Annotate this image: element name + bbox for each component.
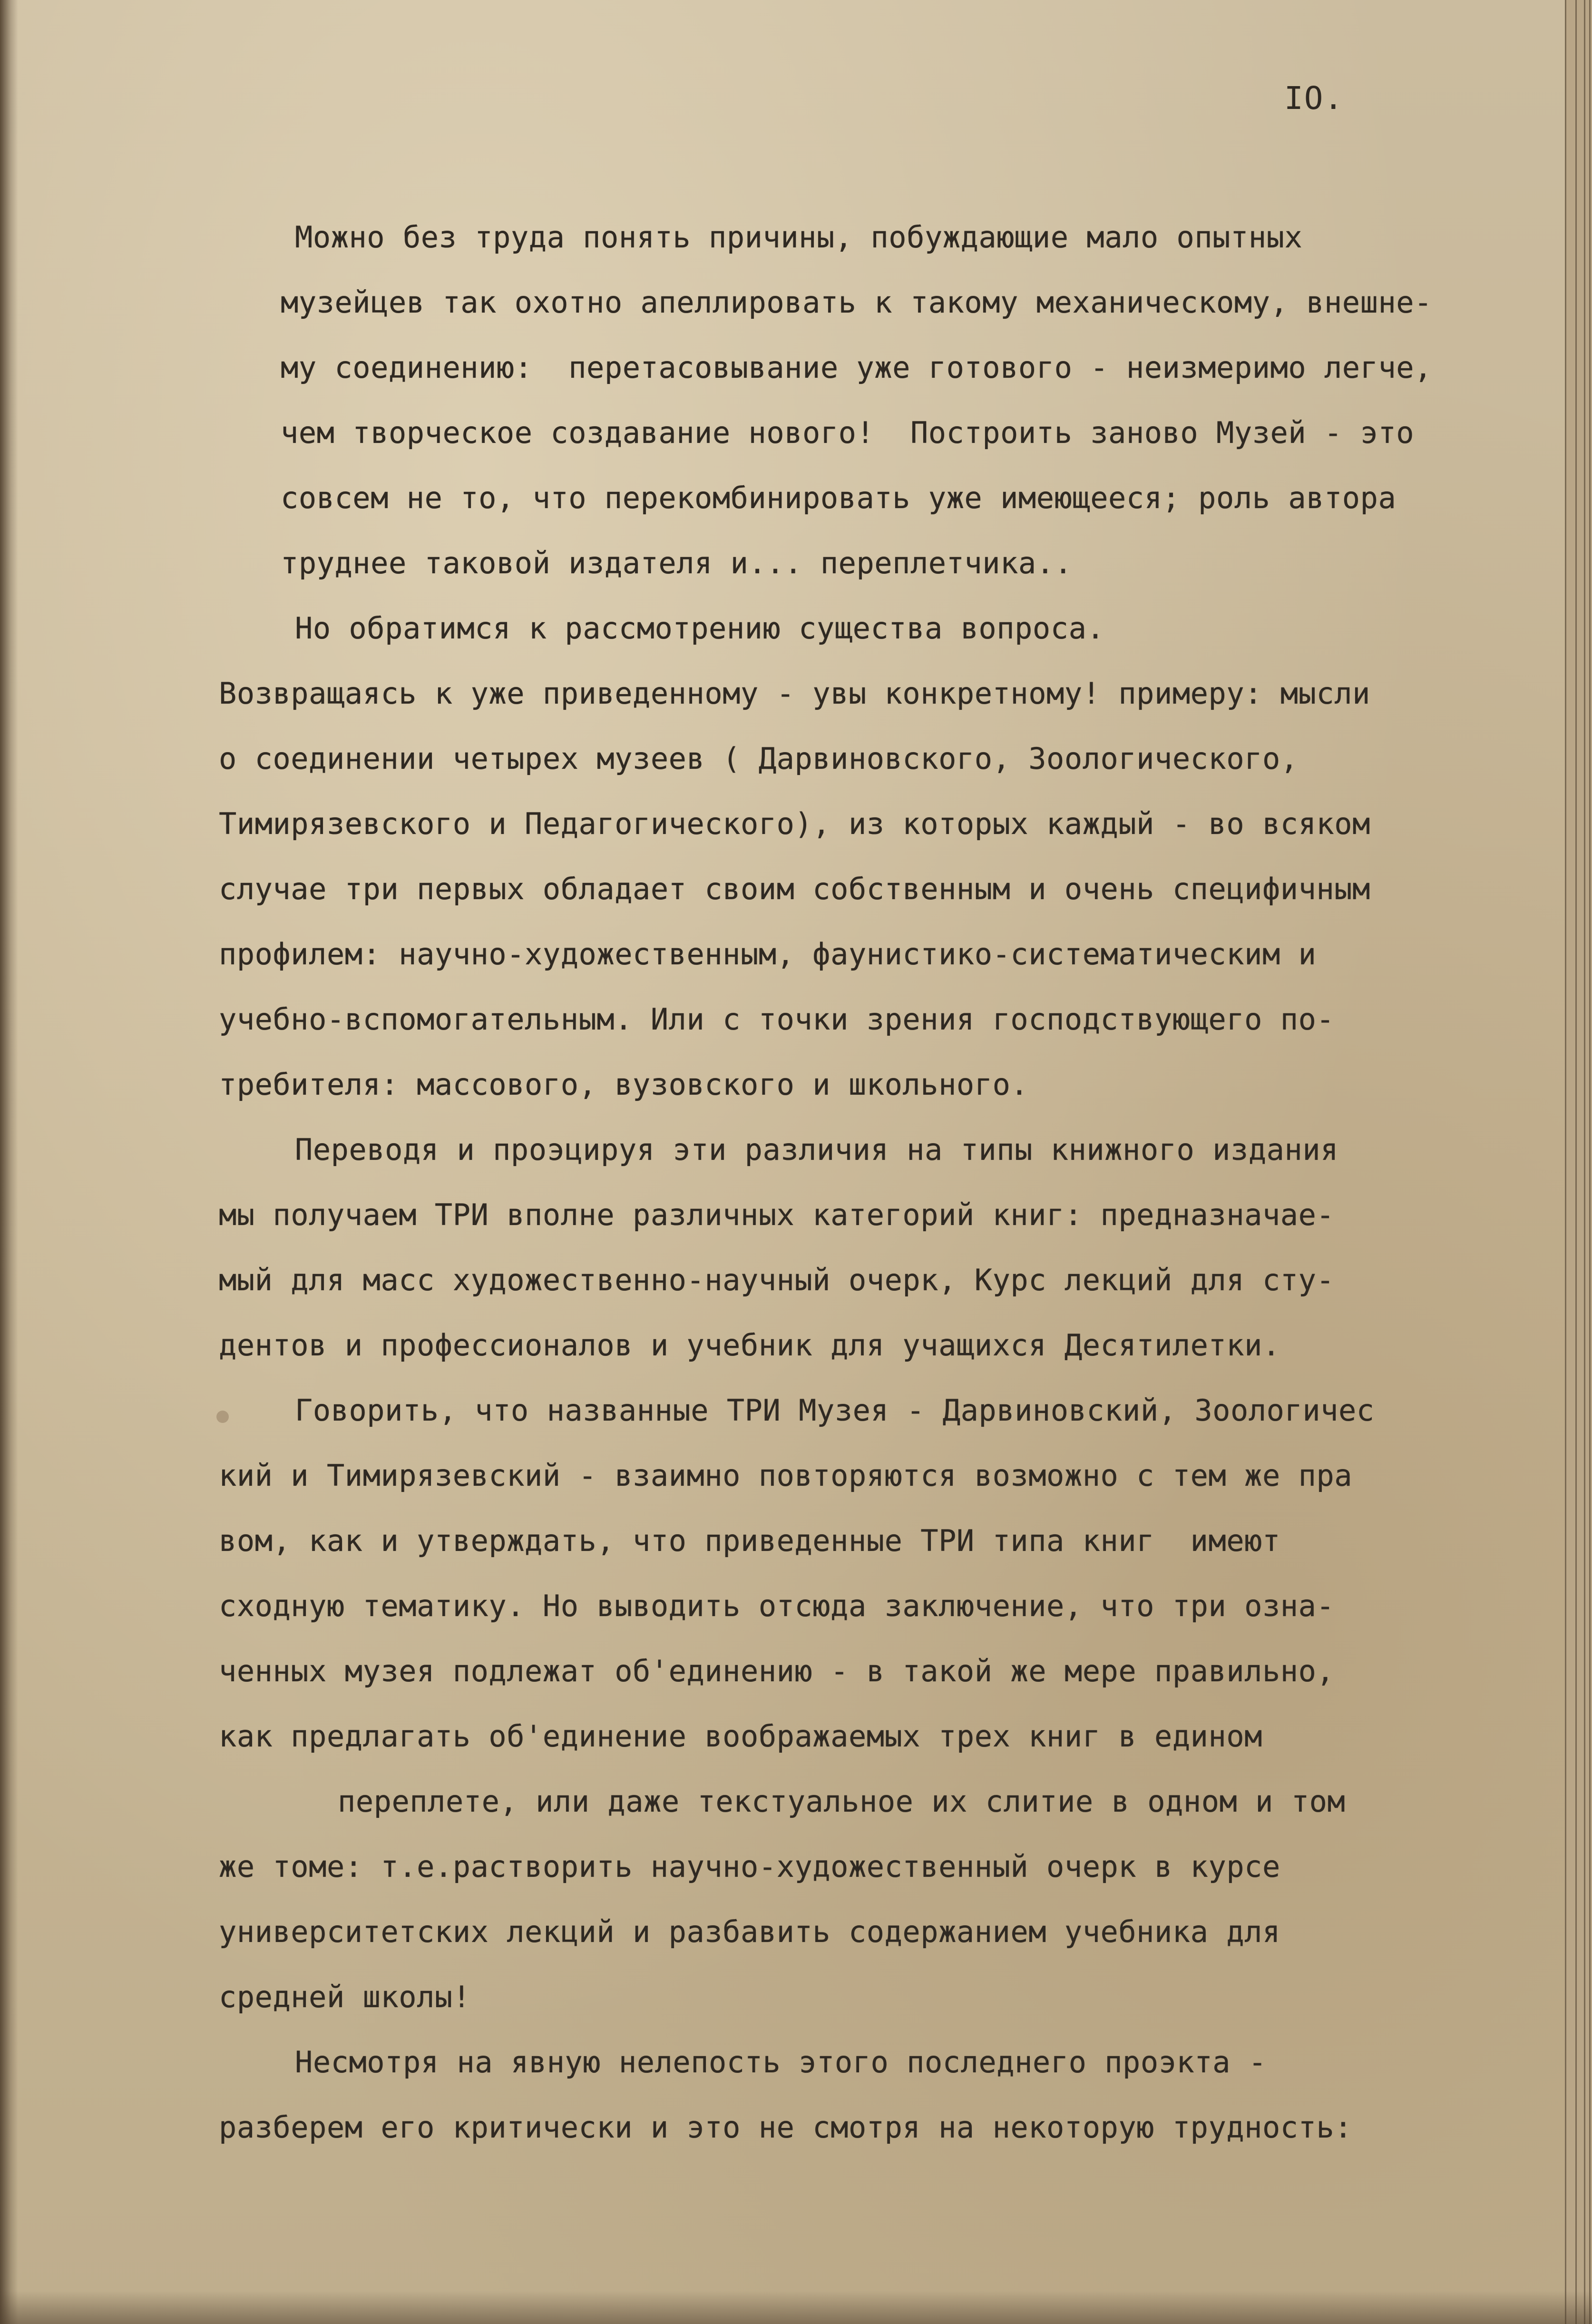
text-line: Возвращаясь к уже приведенному - увы конкретному! примеру: мысли <box>219 676 1370 711</box>
text-line: музейцев так охотно апеллировать к такому механическому, внешне- <box>281 285 1432 320</box>
page-bottom-shadow <box>0 2291 1592 2324</box>
text-line: кий и Тимирязевский - взаимно повторяются возможно с тем же пра <box>219 1458 1353 1493</box>
text-line: требителя: массового, вузовского и школьного. <box>219 1067 1029 1102</box>
text-line: Можно без труда понять причины, побуждающие мало опытных <box>295 220 1303 255</box>
text-line: профилем: научно-художественным, фаунистико-систематическим и <box>219 937 1317 971</box>
text-line: учебно-вспомогательным. Или с точки зрения господствующего по- <box>219 1002 1335 1037</box>
text-line: ченных музея подлежат об'единению - в такой же мере правильно, <box>219 1654 1335 1688</box>
text-line: средней школы! <box>219 1980 471 2014</box>
page-left-shadow <box>0 0 18 2324</box>
text-line: мы получаем ТРИ вполне различных категорий книг: предназначае- <box>219 1197 1335 1232</box>
text-line: совсем не то, что перекомбинировать уже имеющееся; роль автора <box>281 480 1397 515</box>
text-line: дентов и профессионалов и учебник для учащихся Десятилетки. <box>219 1328 1280 1363</box>
text-line: переплете, или даже текстуальное их слитие в одном и том <box>338 1784 1346 1819</box>
stacked-sheet-edge <box>1584 0 1585 2324</box>
text-line: Переводя и проэцируя эти различия на типы книжного издания <box>295 1132 1338 1167</box>
text-line: Говорить, что названные ТРИ Музея - Дарвиновский, Зоологичес <box>295 1393 1375 1428</box>
text-line: Но обратимся к рассмотрению существа вопроса. <box>295 611 1105 646</box>
page-number: IO. <box>1284 80 1344 117</box>
typed-text-body <box>200 205 1579 2160</box>
text-line: мый для масс художественно-научный очерк, Курс лекций для сту- <box>219 1263 1335 1297</box>
text-line: же томе: т.е.растворить научно-художественный очерк в курсе <box>219 1849 1280 1884</box>
text-line: му соединению: перетасовывание уже готового - неизмеримо легче, <box>281 350 1432 385</box>
text-line: сходную тематику. Но выводить отсюда заключение, что три озна- <box>219 1589 1335 1623</box>
text-line: труднее таковой издателя и... переплетчика.. <box>281 546 1073 580</box>
text-line: Тимирязевского и Педагогического), из которых каждый - во всяком <box>219 806 1370 841</box>
text-line: Несмотря на явную нелепость этого последнего проэкта - <box>295 2045 1267 2079</box>
text-line: вом, как и утверждать, что приведенные ТРИ типа книг имеют <box>219 1523 1280 1558</box>
text-line: о соединении четырех музеев ( Дарвиновского, Зоологического, <box>219 741 1299 776</box>
text-line: случае три первых обладает своим собственным и очень специфичным <box>219 872 1370 906</box>
text-line: разберем его критически и это не смотря на некоторую трудность: <box>219 2110 1353 2145</box>
text-line: университетских лекций и разбавить содержанием учебника для <box>219 1914 1280 1949</box>
text-line: чем творческое создавание нового! Построить заново Музей - это <box>281 415 1415 450</box>
text-line: как предлагать об'единение воображаемых трех книг в едином <box>219 1719 1262 1754</box>
stacked-sheet-edge <box>1589 0 1591 2324</box>
